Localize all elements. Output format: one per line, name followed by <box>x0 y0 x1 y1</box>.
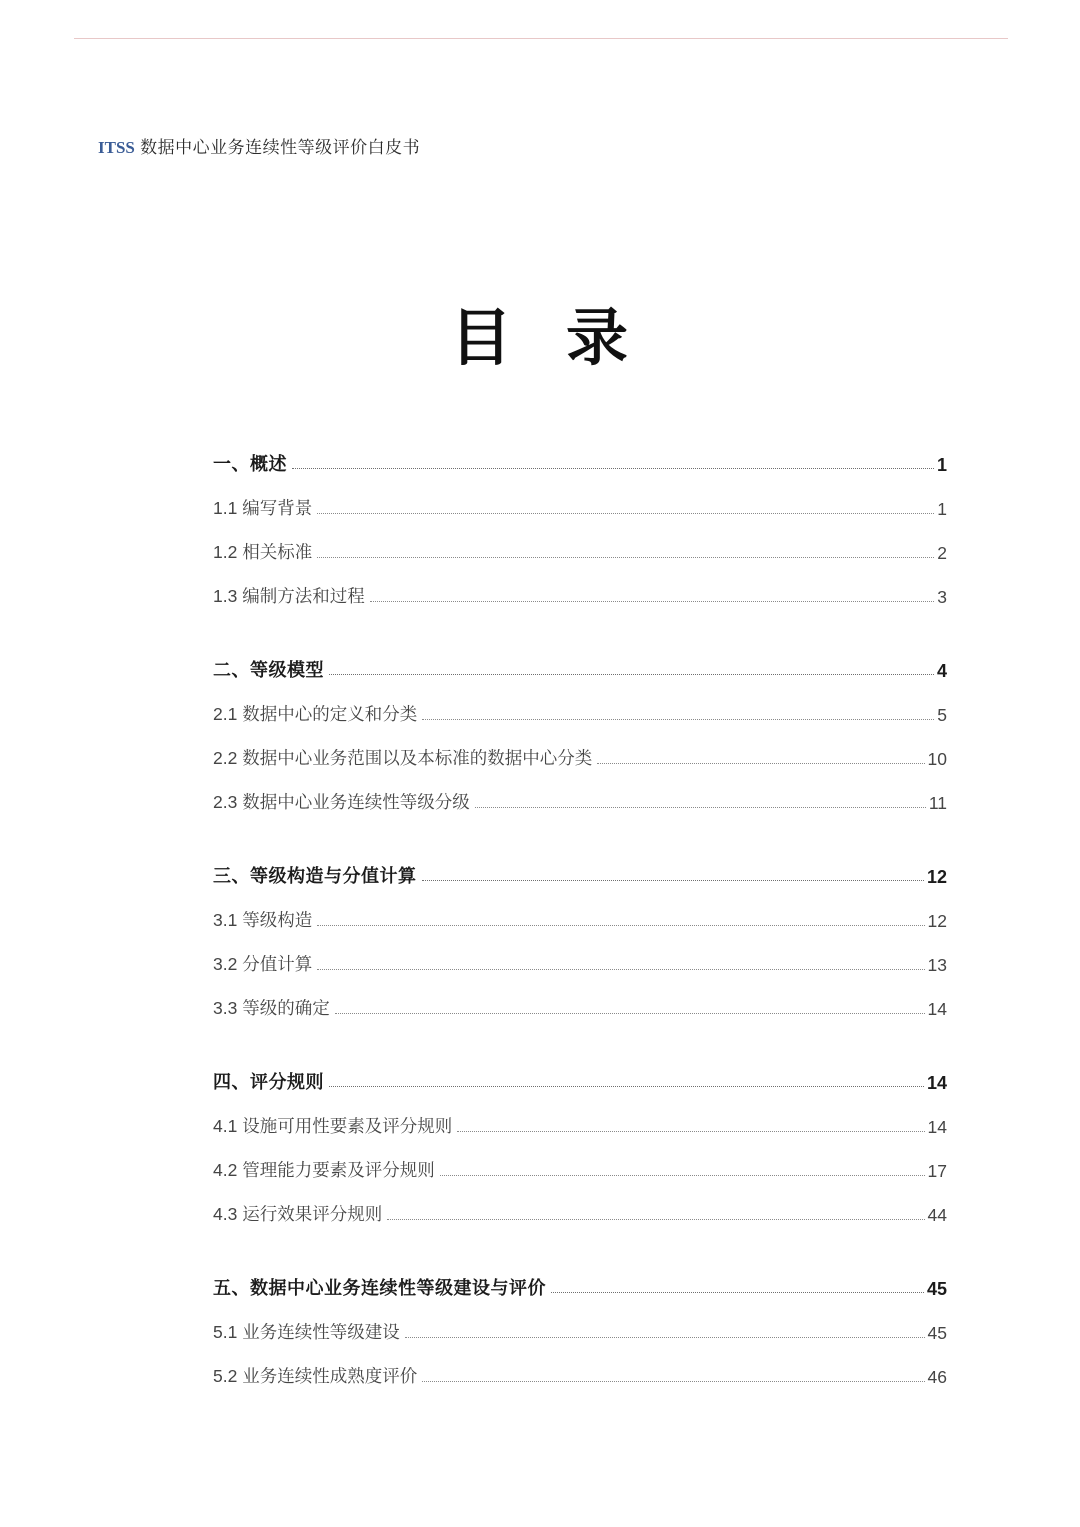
toc-entry-row[interactable] <box>213 1138 947 1182</box>
toc-entry-row[interactable] <box>213 770 947 814</box>
toc-leader <box>422 879 924 881</box>
toc-entry-row[interactable] <box>213 1094 947 1138</box>
toc-entry-row[interactable] <box>213 1300 947 1344</box>
page-title <box>0 288 1080 377</box>
toc-entry-label: 1.2 相关标准 <box>213 542 313 562</box>
toc-entry-label: 1.1 编写背景 <box>213 498 313 518</box>
toc-entry-page: 17 <box>927 1161 947 1181</box>
toc-entry-row[interactable] <box>213 520 947 564</box>
toc-entry-row[interactable] <box>213 682 947 726</box>
toc-entry-row[interactable] <box>213 476 947 520</box>
toc-leader <box>329 673 934 675</box>
header-divider <box>74 38 1008 39</box>
toc-entry-page: 1 <box>937 499 947 519</box>
toc-leader <box>335 1012 925 1014</box>
running-header-prefix: ITSS <box>98 138 135 157</box>
toc-heading-label: 三、等级构造与分值计算 <box>213 866 417 886</box>
toc-leader <box>370 600 935 602</box>
table-of-contents <box>213 432 947 1388</box>
toc-leader <box>551 1291 924 1293</box>
toc-heading-page: 45 <box>926 1279 947 1299</box>
toc-entry-page: 5 <box>937 705 947 725</box>
toc-entry-row[interactable] <box>213 564 947 608</box>
toc-heading-page: 12 <box>926 867 947 887</box>
toc-leader <box>317 556 934 558</box>
toc-entry-row[interactable] <box>213 976 947 1020</box>
running-header <box>98 133 420 158</box>
toc-entry-row[interactable] <box>213 932 947 976</box>
toc-entry-page: 12 <box>927 911 947 931</box>
toc-entry-label: 3.3 等级的确定 <box>213 998 330 1018</box>
toc-entry-page: 10 <box>927 749 947 769</box>
toc-group <box>213 1050 947 1226</box>
toc-heading-row[interactable] <box>213 844 947 888</box>
toc-entry-label: 3.2 分值计算 <box>213 954 313 974</box>
toc-entry-row[interactable] <box>213 888 947 932</box>
toc-entry-label: 3.1 等级构造 <box>213 910 313 930</box>
toc-entry-label: 1.3 编制方法和过程 <box>213 586 365 606</box>
toc-heading-label: 五、数据中心业务连续性等级建设与评价 <box>213 1278 546 1298</box>
toc-leader <box>422 718 934 720</box>
toc-leader <box>317 512 934 514</box>
toc-entry-label: 2.1 数据中心的定义和分类 <box>213 704 418 724</box>
toc-group <box>213 432 947 608</box>
toc-heading-page: 1 <box>936 455 947 475</box>
running-header-title: 数据中心业务连续性等级评价白皮书 <box>140 138 421 157</box>
toc-entry-page: 13 <box>927 955 947 975</box>
toc-heading-label: 四、评分规则 <box>213 1072 324 1092</box>
toc-entry-label: 4.3 运行效果评分规则 <box>213 1204 383 1224</box>
toc-entry-row[interactable] <box>213 726 947 770</box>
toc-entry-label: 5.2 业务连续性成熟度评价 <box>213 1366 418 1386</box>
toc-heading-page: 14 <box>926 1073 947 1093</box>
toc-leader <box>317 968 924 970</box>
toc-leader <box>597 762 924 764</box>
toc-heading-page: 4 <box>936 661 947 681</box>
toc-entry-label: 4.1 设施可用性要素及评分规则 <box>213 1116 453 1136</box>
toc-entry-row[interactable] <box>213 1182 947 1226</box>
toc-leader <box>475 806 926 808</box>
toc-leader <box>292 467 934 469</box>
toc-entry-label: 4.2 管理能力要素及评分规则 <box>213 1160 435 1180</box>
toc-entry-page: 14 <box>927 1117 947 1137</box>
toc-entry-label: 2.3 数据中心业务连续性等级分级 <box>213 792 470 812</box>
toc-leader <box>405 1336 925 1338</box>
toc-heading-row[interactable] <box>213 432 947 476</box>
toc-entry-page: 44 <box>927 1205 947 1225</box>
toc-heading-row[interactable] <box>213 1050 947 1094</box>
toc-leader <box>317 924 924 926</box>
toc-entry-page: 14 <box>927 999 947 1019</box>
toc-group <box>213 1256 947 1388</box>
toc-leader <box>440 1174 925 1176</box>
toc-group <box>213 844 947 1020</box>
toc-group <box>213 638 947 814</box>
toc-entry-page: 45 <box>927 1323 947 1343</box>
toc-entry-label: 2.2 数据中心业务范围以及本标准的数据中心分类 <box>213 748 593 768</box>
toc-leader <box>329 1085 924 1087</box>
toc-entry-page: 3 <box>937 587 947 607</box>
page-title-right: 录 <box>566 305 631 373</box>
page-title-left: 目 <box>449 305 514 373</box>
toc-leader <box>422 1380 924 1382</box>
toc-heading-label: 二、等级模型 <box>213 660 324 680</box>
toc-heading-row[interactable] <box>213 638 947 682</box>
toc-entry-page: 2 <box>937 543 947 563</box>
toc-heading-label: 一、概述 <box>213 454 287 474</box>
toc-leader <box>457 1130 924 1132</box>
toc-entry-row[interactable] <box>213 1344 947 1388</box>
toc-entry-label: 5.1 业务连续性等级建设 <box>213 1322 400 1342</box>
toc-leader <box>387 1218 924 1220</box>
toc-heading-row[interactable] <box>213 1256 947 1300</box>
toc-entry-page: 46 <box>927 1367 947 1387</box>
toc-entry-page: 11 <box>928 793 947 813</box>
